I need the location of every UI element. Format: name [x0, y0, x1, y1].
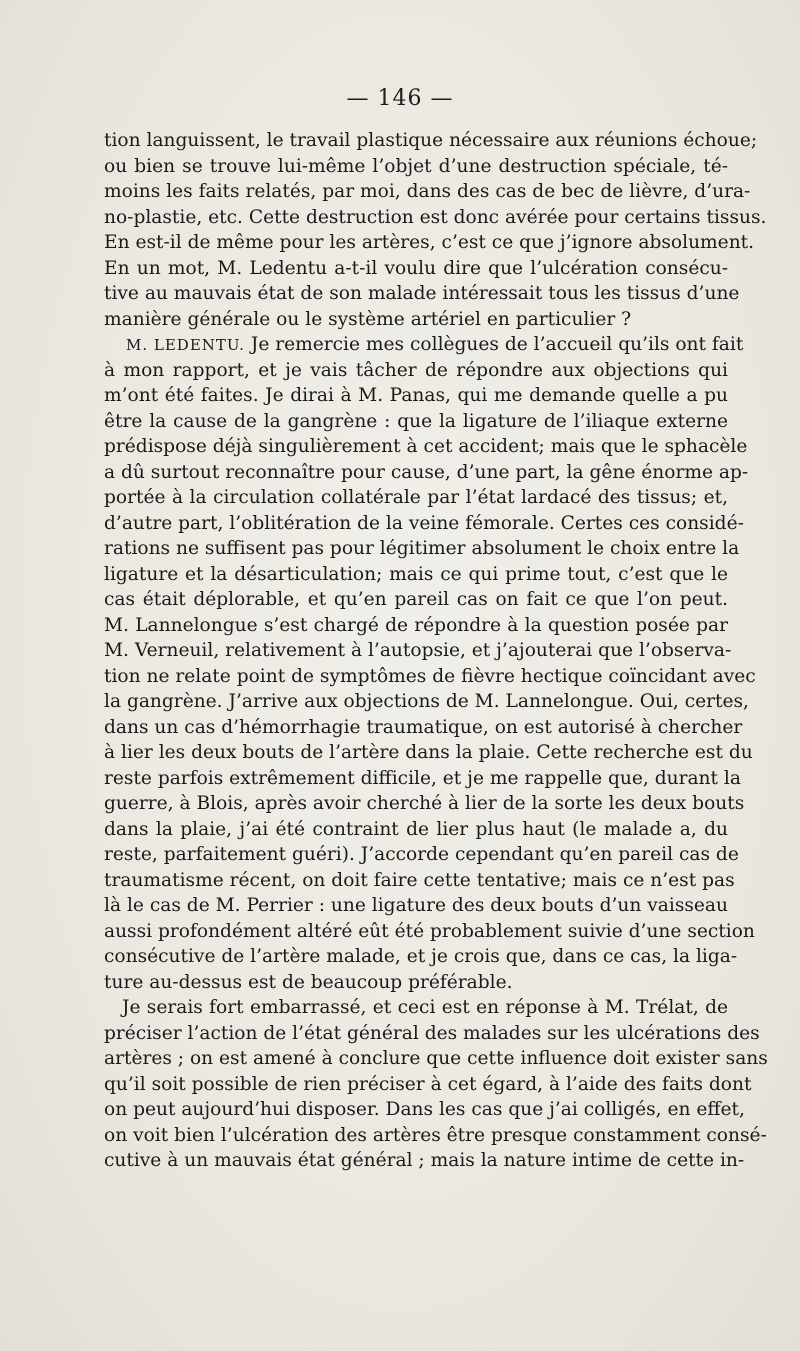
speaker-text: Je remercie mes collègues de l’accueil qu’ils ont fait	[244, 334, 744, 355]
text-line: aussi profondément altéré eût été probablement suivie d’une section	[104, 920, 755, 942]
text-line: artères ; on est amené à conclure que cette influence doit exister sans	[104, 1048, 768, 1069]
text-line: tive au mauvais état de son malade intéressait tous les tissus d’une	[104, 283, 740, 304]
text-line: guerre, à Blois, après avoir cherché à lier de la sorte les deux bouts	[104, 793, 745, 814]
text-line: Je serais fort embarrassé, et ceci est en réponse à M. Trélat, de	[122, 997, 728, 1018]
text-line: cutive à un mauvais état général ; mais la nature intime de cette in-	[104, 1150, 745, 1171]
text-line: rations ne suffisent pas pour légitimer absolument le choix entre la	[104, 538, 740, 559]
text-line: être la cause de la gangrène : que la ligature de l’iliaque externe	[104, 410, 728, 432]
text-line: traumatisme récent, on doit faire cette tentative; mais ce n’est pas	[104, 869, 735, 891]
text-line: cas était déplorable, et qu’en pareil cas on fait ce que l’on peut.	[104, 589, 728, 610]
text-line: m’ont été faites. Je dirai à M. Panas, qui me demande quelle a pu	[104, 385, 728, 406]
text-line: M. Verneuil, relativement à l’autopsie, et j’ajouterai que l’observa-	[104, 640, 732, 661]
text-line: En un mot, M. Ledentu a-t-il voulu dire que l’ulcération consécu-	[104, 257, 728, 279]
text-line: consécutive de l’artère malade, et je crois que, dans ce cas, la liga-	[104, 946, 738, 967]
text-line: reste, parfaitement guéri). J’accorde cependant qu’en pareil cas de	[104, 844, 739, 865]
body-text	[104, 128, 768, 1174]
text-line: préciser l’action de l’état général des malades sur les ulcérations des	[104, 1022, 760, 1044]
text-line: on voit bien l’ulcération des artères être presque constamment consé-	[104, 1124, 767, 1146]
text-line: qu’il soit possible de rien préciser à cet égard, à l’aide des faits dont	[104, 1073, 752, 1095]
text-line: ture au-dessus est de beaucoup préférable.	[104, 971, 513, 993]
text-line: a dû surtout reconnaître pour cause, d’une part, la gêne énorme ap-	[104, 461, 749, 483]
paragraph-1	[104, 128, 767, 332]
text-line: dans la plaie, j’ai été contraint de lier plus haut (le malade a, du	[104, 818, 728, 840]
text-line: portée à la circulation collatérale par l’état lardacé des tissus; et,	[104, 487, 728, 508]
text-line: moins les faits relatés, par moi, dans des cas de bec de lièvre, d’ura-	[104, 181, 751, 202]
text-line: reste parfois extrêmement difficile, et je me rappelle que, durant la	[104, 767, 741, 789]
paragraph-3	[104, 995, 768, 1174]
text-line: à lier les deux bouts de l’artère dans la plaie. Cette recherche est du	[104, 742, 753, 763]
text-line: là le cas de M. Perrier : une ligature des deux bouts d’un vaisseau	[104, 895, 728, 916]
text-line: à mon rapport, et je vais tâcher de répondre aux objections qui	[104, 359, 728, 381]
text-line: on peut aujourd’hui disposer. Dans les cas que j’ai colligés, en effet,	[104, 1099, 745, 1120]
text-line: no-plastie, etc. Cette destruction est donc avérée pour certains tissus.	[104, 206, 767, 228]
text-line: ou bien se trouve lui-même l’objet d’une destruction spéciale, té-	[104, 155, 728, 177]
text-line	[104, 332, 744, 358]
page-number: — 146 —	[346, 86, 454, 111]
text-line: M. Lannelongue s’est chargé de répondre à la question posée par	[104, 614, 728, 636]
text-line: tion ne relate point de symptômes de fièvre hectique coïncidant avec	[104, 665, 756, 687]
text-line: manière générale ou le système artériel en particulier ?	[104, 308, 632, 330]
text-line: prédispose déjà singulièrement à cet accident; mais que le sphacèle	[104, 436, 748, 457]
speaker-name: M. LEDENTU.	[126, 336, 245, 354]
text-line: En est-il de même pour les artères, c’est ce que j’ignore absolument.	[104, 232, 755, 253]
text-line: la gangrène. J’arrive aux objections de M. Lannelongue. Oui, certes,	[104, 691, 749, 712]
text-line: dans un cas d’hémorrhagie traumatique, on est autorisé à chercher	[104, 716, 743, 738]
paragraph-2	[104, 332, 756, 995]
text-line: d’autre part, l’oblitération de la veine fémorale. Certes ces considé-	[104, 512, 744, 534]
text-line: tion languissent, le travail plastique nécessaire aux réunions échoue;	[104, 130, 758, 151]
text-line: ligature et la désarticulation; mais ce qui prime tout, c’est que le	[104, 563, 728, 585]
